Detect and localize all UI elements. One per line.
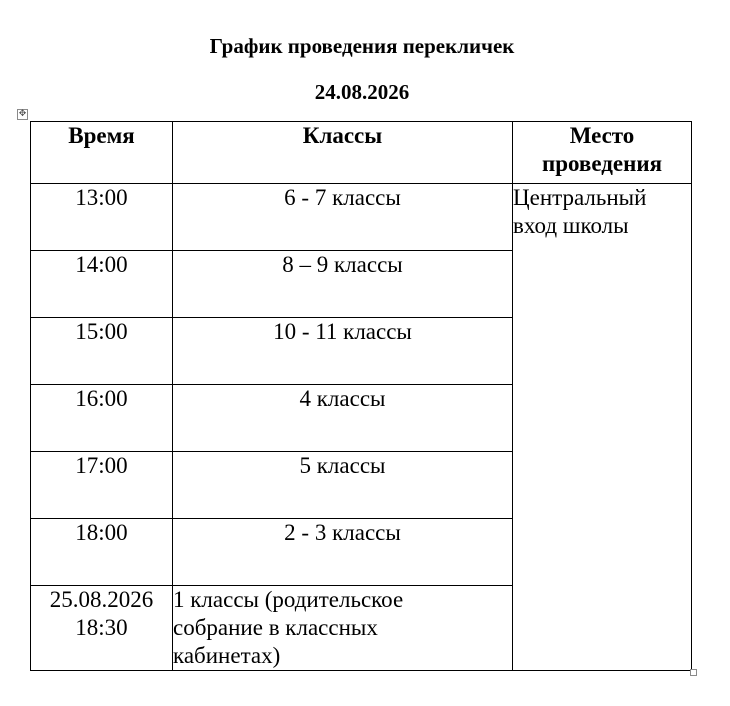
header-place-line1: Место — [569, 123, 635, 148]
row-classes-line2: собрание в классных — [173, 615, 378, 640]
row-classes: 6 - 7 классы — [173, 184, 513, 251]
table-row — [31, 184, 692, 251]
header-time: Время — [31, 122, 173, 184]
row-classes: 8 – 9 классы — [173, 251, 513, 318]
header-classes: Классы — [173, 122, 513, 184]
document-title: График проведения перекличек — [209, 34, 515, 58]
row-datetime — [31, 586, 173, 671]
place-cell — [513, 184, 692, 671]
row-time: 15:00 — [31, 318, 173, 385]
row-time: 13:00 — [31, 184, 173, 251]
row-classes: 2 - 3 классы — [173, 519, 513, 586]
row-time: 14:00 — [31, 251, 173, 318]
row-classes-line1: 1 классы (родительское — [173, 587, 404, 612]
row-classes-line3: кабинетах) — [173, 643, 281, 668]
row-classes: 10 - 11 классы — [173, 318, 513, 385]
row-date: 25.08.2026 — [49, 587, 154, 612]
header-place — [513, 122, 692, 184]
header-place-line2: проведения — [541, 151, 663, 176]
place-line2: вход школы — [513, 213, 629, 238]
place-line1: Центральный — [513, 185, 647, 210]
row-time: 18:30 — [75, 615, 128, 640]
row-classes: 4 классы — [173, 385, 513, 452]
schedule-table — [30, 121, 692, 671]
table-move-handle-icon[interactable]: ✥ — [18, 109, 27, 119]
document-date: 24.08.2026 — [314, 80, 410, 104]
row-time: 18:00 — [31, 519, 173, 586]
row-time: 17:00 — [31, 452, 173, 519]
row-classes: 5 классы — [173, 452, 513, 519]
row-classes — [173, 586, 513, 671]
row-time: 16:00 — [31, 385, 173, 452]
table-header-row — [31, 122, 692, 184]
table-resize-handle[interactable] — [690, 669, 697, 676]
